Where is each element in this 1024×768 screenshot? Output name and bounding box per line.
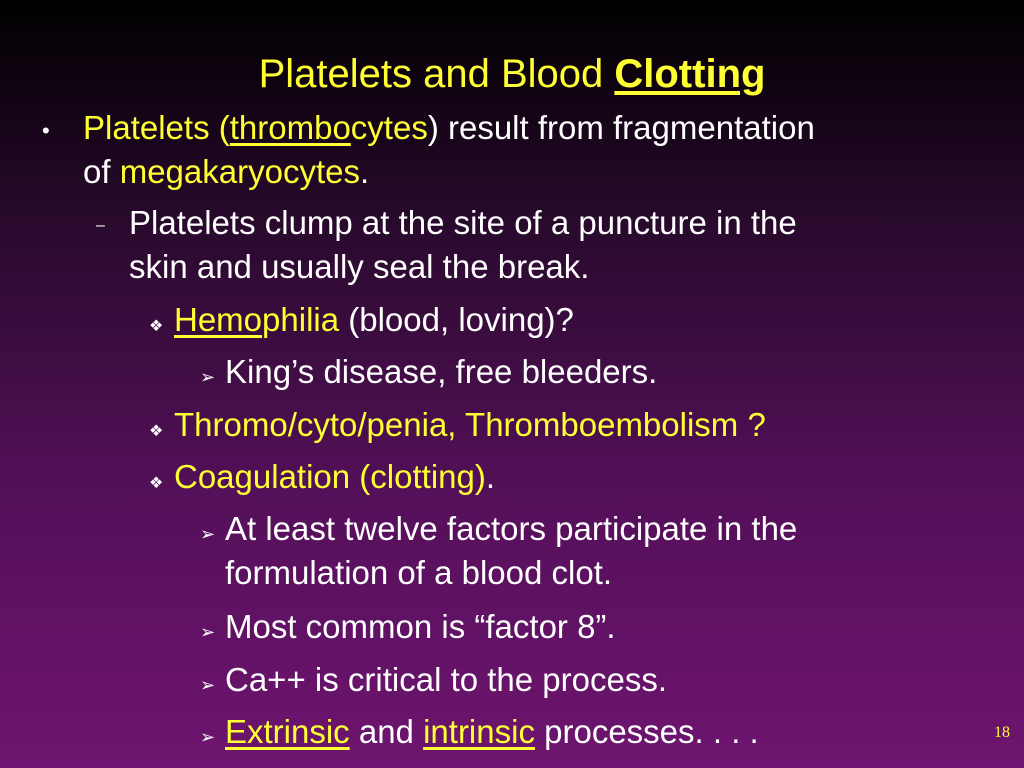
term-megakaryocytes: megakaryocytes [119,153,360,190]
term-coagulation: Coagulation (clotting) [174,458,486,495]
arrow-marker: ➢ [200,622,216,642]
arrow-marker: ➢ [200,524,216,544]
item-extrinsic-intrinsic [225,710,759,754]
item-twelve-factors: At least twelve factors participate in the [225,510,798,547]
term-hemo: Hemo [174,301,263,338]
term-platelets: Platelets ( [83,109,230,146]
title-accent-word: Clotting [614,52,766,96]
line-text: (blood, loving)? [339,301,574,338]
line-text: processes. . . . [534,713,759,750]
term-extrinsic: Extrinsic [225,713,350,750]
line-text: of [83,153,120,190]
arrow-marker: ➢ [200,675,216,695]
item-twelve-factors-cont: formulation of a blood clot. [225,554,613,591]
item-thrombocytopenia: Thromo/cyto/penia, Thromboembolism ? [174,406,766,443]
item-coagulation [174,455,495,499]
term-intrinsic: intrinsic [423,713,535,750]
dash-marker: – [96,217,105,234]
term-philia: philia [262,301,340,338]
item-kings-disease: King’s disease, free bleeders. [225,353,658,390]
diamond-marker: ❖ [149,423,164,440]
arrow-marker: ➢ [200,367,216,387]
line-text: . [485,458,496,495]
term-thrombo: thrombo [229,109,351,146]
line-text: . [359,153,370,190]
subbullet-clump-cont: skin and usually seal the break. [129,248,590,285]
line-text: ) result from fragmentation [427,109,815,146]
bullet-platelets-origin [83,106,815,150]
line-text: and [349,713,424,750]
item-calcium: Ca++ is critical to the process. [225,661,668,698]
arrow-marker: ➢ [200,727,216,747]
item-hemophilia [174,298,574,342]
slide-title [0,50,1024,98]
bullet-platelets-origin-cont [83,150,369,194]
term-cytes: cytes [350,109,428,146]
diamond-marker: ❖ [149,475,164,492]
bullet-marker: • [42,118,50,143]
page-number: 18 [994,724,1010,741]
diamond-marker: ❖ [149,318,164,335]
title-text: Platelets and Blood [258,52,615,96]
subbullet-clump: Platelets clump at the site of a puncture in the [129,204,797,241]
item-factor-8: Most common is “factor 8”. [225,608,616,645]
